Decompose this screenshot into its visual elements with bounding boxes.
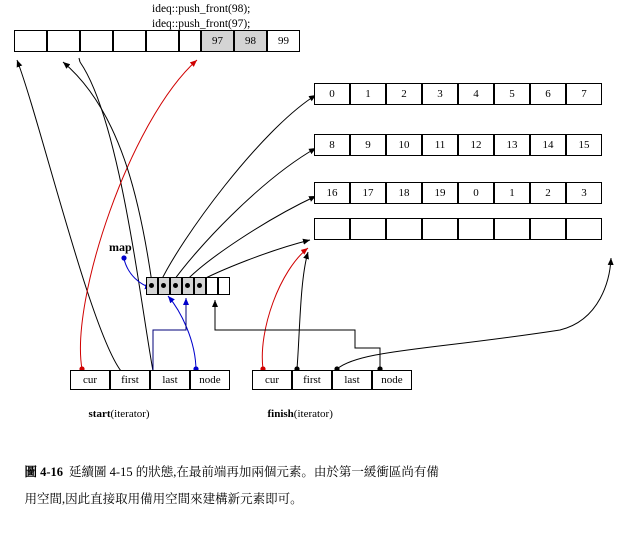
buffer-cell: 4 xyxy=(458,83,494,105)
buffer-cell-98: 98 xyxy=(234,30,267,52)
map-slot xyxy=(206,277,218,295)
buffer-cell xyxy=(350,218,386,240)
buffer-cell xyxy=(458,218,494,240)
buffer-cell: 12 xyxy=(458,134,494,156)
buffer-cell: 13 xyxy=(494,134,530,156)
start-field-cur: cur xyxy=(70,370,110,390)
buffer-cell xyxy=(146,30,179,52)
buffer-cell: 1 xyxy=(494,182,530,204)
start-caption-bold: start xyxy=(88,408,111,420)
buffer-cell: 18 xyxy=(386,182,422,204)
start-caption-rest: (iterator) xyxy=(110,408,150,420)
buffer-cell: 0 xyxy=(458,182,494,204)
figure-caption-line1: 延續圖 4-15 的狀態,在最前端再加兩個元素。由於第一緩衝區尚有備 xyxy=(69,464,439,479)
buffer-cell: 19 xyxy=(422,182,458,204)
finish-iterator-caption xyxy=(251,396,333,432)
buffer-cell: 16 xyxy=(314,182,350,204)
finish-field-cur: cur xyxy=(252,370,292,390)
buffer-cell: 10 xyxy=(386,134,422,156)
figure-caption-line2: 用空間,因此直接取用備用空間來建構新元素即可。 xyxy=(24,491,303,506)
code-line-2: ideq::push_front(97); xyxy=(152,18,251,30)
buffer-cell: 3 xyxy=(566,182,602,204)
finish-field-first: first xyxy=(292,370,332,390)
buffer-cell xyxy=(386,218,422,240)
finish-caption-rest: (iterator) xyxy=(293,408,333,420)
buffer-cell xyxy=(530,218,566,240)
finish-field-node: node xyxy=(372,370,412,390)
buffer-cell xyxy=(80,30,113,52)
finish-field-last: last xyxy=(332,370,372,390)
buffer-cell: 2 xyxy=(386,83,422,105)
buffer-cell: 15 xyxy=(566,134,602,156)
buffer-cell xyxy=(179,30,201,52)
buffer-cell: 11 xyxy=(422,134,458,156)
buffer-cell: 17 xyxy=(350,182,386,204)
buffer-cell xyxy=(494,218,530,240)
start-iterator-caption xyxy=(72,396,150,432)
buffer-cell: 0 xyxy=(314,83,350,105)
map-slot-dot xyxy=(149,283,154,288)
buffer-cell: 3 xyxy=(422,83,458,105)
buffer-cell: 1 xyxy=(350,83,386,105)
map-slot-dot xyxy=(197,283,202,288)
buffer-cell: 5 xyxy=(494,83,530,105)
buffer-cell: 2 xyxy=(530,182,566,204)
buffer-cell xyxy=(113,30,146,52)
buffer-cell xyxy=(14,30,47,52)
start-field-last: last xyxy=(150,370,190,390)
buffer-cell xyxy=(422,218,458,240)
buffer-cell xyxy=(314,218,350,240)
buffer-cell: 6 xyxy=(530,83,566,105)
buffer-cell: 8 xyxy=(314,134,350,156)
start-field-node: node xyxy=(190,370,230,390)
buffer-cell xyxy=(47,30,80,52)
buffer-cell-97: 97 xyxy=(201,30,234,52)
map-slot-dot xyxy=(185,283,190,288)
buffer-cell-99: 99 xyxy=(267,30,300,52)
figure-number: 圖 4-16 xyxy=(24,464,64,479)
finish-caption-bold: finish xyxy=(267,408,294,420)
buffer-cell: 14 xyxy=(530,134,566,156)
map-slot-dot xyxy=(173,283,178,288)
map-slot xyxy=(218,277,230,295)
buffer-cell: 7 xyxy=(566,83,602,105)
start-field-first: first xyxy=(110,370,150,390)
code-line-1: ideq::push_front(98); xyxy=(152,3,251,15)
map-label: map xyxy=(109,240,132,254)
buffer-cell xyxy=(566,218,602,240)
map-slot-dot xyxy=(161,283,166,288)
buffer-cell: 9 xyxy=(350,134,386,156)
figure-caption-line2-wrap xyxy=(12,464,608,535)
